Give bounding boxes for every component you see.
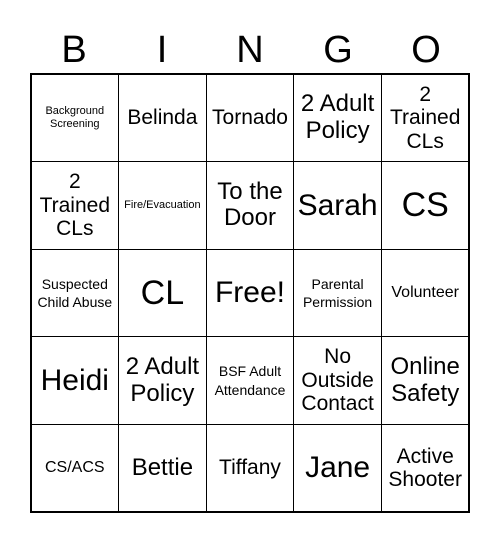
bingo-grid	[30, 73, 470, 513]
bingo-cell[interactable]: Heidi	[31, 336, 120, 425]
bingo-cell[interactable]: Online Safety	[381, 336, 470, 425]
bingo-cell[interactable]: Jane	[293, 424, 382, 513]
bingo-cell[interactable]: Parental Permission	[293, 249, 382, 338]
bingo-cell[interactable]: Fire/Evacuation	[118, 161, 207, 250]
bingo-cell[interactable]: To the Door	[206, 161, 295, 250]
bingo-cell[interactable]: CS/ACS	[31, 424, 120, 513]
bingo-cell[interactable]: Bettie	[118, 424, 207, 513]
bingo-cell[interactable]: BSF Adult Attendance	[206, 336, 295, 425]
header-letter-n: N	[236, 29, 264, 71]
header-letter-o: O	[411, 29, 441, 71]
bingo-cell[interactable]: Tornado	[206, 74, 295, 163]
bingo-cell[interactable]: Tiffany	[206, 424, 295, 513]
header-letter-i: I	[156, 29, 168, 71]
bingo-cell[interactable]: 2 Adult Policy	[293, 74, 382, 163]
bingo-cell[interactable]: Active Shooter	[381, 424, 470, 513]
header-letter-b: B	[61, 29, 87, 71]
bingo-cell[interactable]: CS	[381, 161, 470, 250]
bingo-cell[interactable]: No Outside Contact	[293, 336, 382, 425]
bingo-cell[interactable]: 2 Trained CLs	[31, 161, 120, 250]
bingo-cell[interactable]: Volunteer	[381, 249, 470, 338]
bingo-cell[interactable]: Suspected Child Abuse	[31, 249, 120, 338]
header-letter-g: G	[323, 29, 353, 71]
bingo-cell[interactable]: Sarah	[293, 161, 382, 250]
free-space-cell[interactable]: Free!	[206, 249, 295, 338]
bingo-cell[interactable]: CL	[118, 249, 207, 338]
bingo-cell[interactable]: 2 Trained CLs	[381, 74, 470, 163]
bingo-cell[interactable]: 2 Adult Policy	[118, 336, 207, 425]
bingo-cell[interactable]: Belinda	[118, 74, 207, 163]
bingo-header	[30, 28, 470, 72]
bingo-cell[interactable]: Background Screening	[31, 74, 120, 163]
